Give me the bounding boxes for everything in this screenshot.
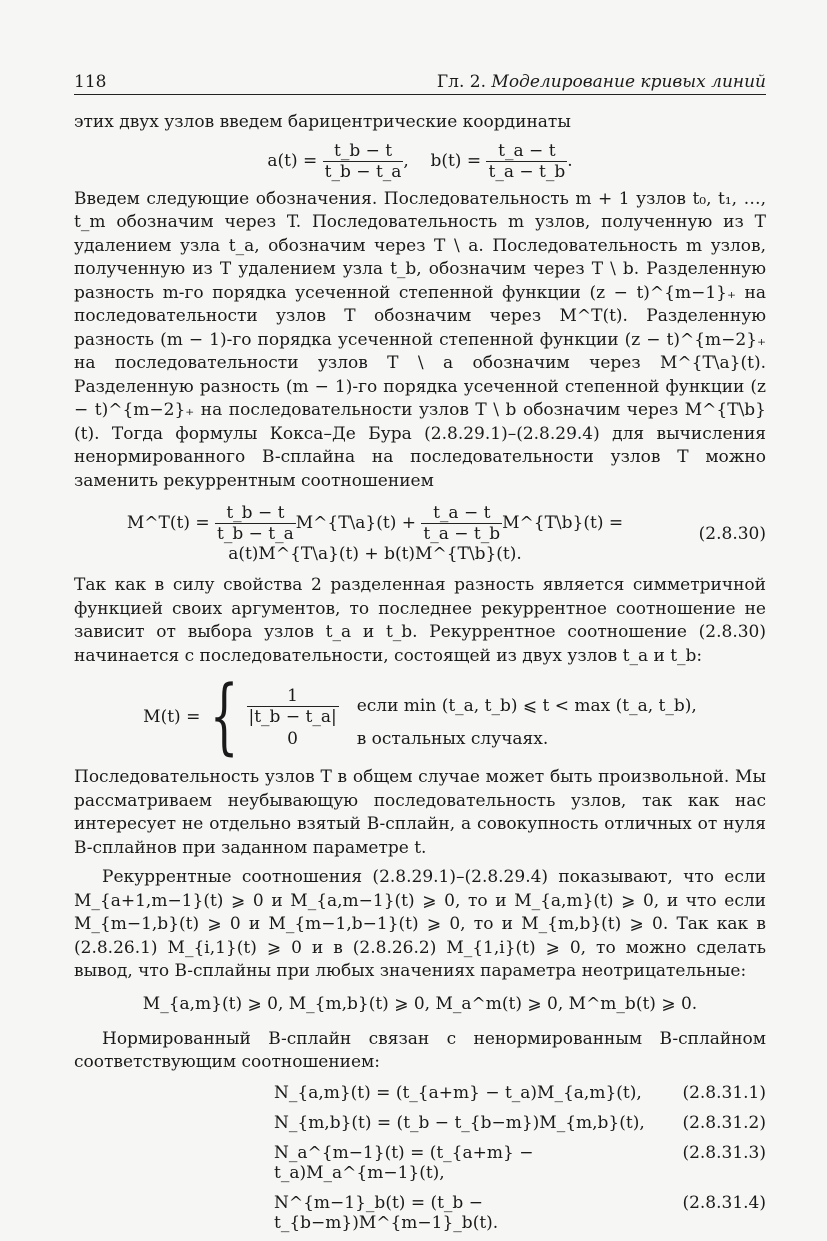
page-number: 118 bbox=[74, 72, 107, 92]
intro-line: этих двух узлов введем барицентрические координаты bbox=[74, 112, 571, 132]
equation-expr: N_a^{m−1}(t) = (t_{a+m} − t_a)M_a^{m−1}(t), bbox=[274, 1142, 534, 1183]
chapter-title: Моделирование кривых линий bbox=[491, 72, 766, 92]
a-lhs: a(t) = bbox=[267, 150, 318, 171]
a-fraction: $\frac{t\_b - t}{t\_b - t\_a}$ bbox=[324, 140, 402, 182]
nonnegativity-equation: M_{a,m}(t) ⩾ 0, M_{m,b}(t) ⩾ 0, M_a^m(t) ⩾ 0, M^m_b(t) ⩾ 0. bbox=[142, 993, 698, 1014]
paragraph-recurrence: Рекуррентные соотношения (2.8.29.1)–(2.8.29.4) показывают, что если M_{a+1,m−1}(t) ⩾ 0 и M_{a,m−1}(t) ⩾ 0, то и M_{a,m}(t) ⩾ 0, и что если M_{m−1,b}(t) ⩾ 0 и M_{m−1,b−1}(t) ⩾ 0, то и M_{m,b}(t) ⩾ 0. Так как в (2.8.26.1) M_{i,1}(t) ⩾ 0 и в (2.8.26.2) M_{1,i}(t) ⩾ 0, то можно сделать вывод, что B-сплайны при любых значениях параметра неотрицательные: bbox=[74, 867, 766, 981]
equation-label: (2.8.31.1) bbox=[682, 1082, 766, 1103]
left-brace: { bbox=[210, 669, 239, 764]
piecewise-definition: M(t) = { $\frac{1}{|t\_b - t\_a|}$ если min (t_a, t_b) ⩽ t < max (t_a, t_b), 0 в остальных случаях. bbox=[143, 669, 697, 764]
normalized-equations bbox=[74, 1083, 766, 1233]
equation-expr: N^{m−1}_b(t) = (t_b − t_{b−m})M^{m−1}_b(t). bbox=[274, 1192, 499, 1233]
paragraph-sequence: Последовательность узлов T в общем случае может быть произвольной. Мы рассматриваем неубывающую последовательность узлов, так как нас интересует не отдельно взятый B-сплайн, а совокупность отличных от нуля B-сплайнов при заданном параметре t. bbox=[74, 767, 766, 858]
equation-expr: N_{a,m}(t) = (t_{a+m} − t_a)M_{a,m}(t), bbox=[274, 1082, 642, 1103]
equation-label: (2.8.30) bbox=[698, 523, 766, 544]
equation-label: (2.8.31.2) bbox=[682, 1112, 766, 1133]
b-lhs: b(t) = bbox=[430, 150, 482, 171]
page-header bbox=[74, 72, 766, 95]
page bbox=[74, 72, 766, 1241]
equation-label: (2.8.31.3) bbox=[682, 1142, 766, 1163]
running-title bbox=[437, 72, 766, 92]
equation-2-8-30: M^T(t) = $\frac{t\_b - t}{t\_b - t\_a}$ M^{T\a}(t) + $\frac{t\_a - t}{t\_a - t\_b}$ M^{T\b}(t) = a(t)M^{T\a}(t) + b(t)M^{T\b}(t). (2.8.30) bbox=[126, 503, 766, 564]
equation-expr: N_{m,b}(t) = (t_b − t_{b−m})M_{m,b}(t), bbox=[274, 1112, 645, 1133]
barycentric-equation: a(t) = $\frac{t\_b - t}{t\_b - t\_a}$ , b(t) = $\frac{t\_a - t}{t\_a - t\_b}$ . bbox=[267, 140, 573, 182]
paragraph-symmetry: Так как в силу свойства 2 разделенная разность является симметричной функцией своих аргументов, то последнее рекуррентное соотношение не зависит от выбора узлов t_a и t_b. Рекуррентное соотношение (2.8.30) начинается с последовательности, состоящей из двух узлов t_a и t_b: bbox=[74, 575, 766, 666]
b-fraction: $\frac{t\_a - t}{t\_a - t\_b}$ bbox=[488, 140, 566, 182]
chapter-number: Гл. 2. bbox=[436, 72, 486, 92]
equation-label: (2.8.31.4) bbox=[682, 1192, 766, 1213]
paragraph-notation: Введем следующие обозначения. Последовательность m + 1 узлов t₀, t₁, …, t_m обозначим через T. Последовательность m узлов, полученную из T удалением узла t_a, обозначим через T \ a. Последовательность m узлов, полученную из T удалением узла t_b, обозначим через T \ b. Разделенную разность m-го порядка усеченной степенной функции (z − t)^{m−1}₊ на последовательности узлов T обозначим через M^T(t). Разделенную разность (m − 1)-го порядка усеченной степенной функции (z − t)^{m−2}₊ на последовательности узлов T \ a обозначим через M^{T\a}(t). Разделенную разность (m − 1)-го порядка усеченной степенной функции (z − t)^{m−2}₊ на последовательности узлов T \ b обозначим через M^{T\b}(t). Тогда формулы Кокса–Де Бура (2.8.29.1)–(2.8.29.4) для вычисления ненормированного B-сплайна на последовательности узлов T можно заменить рекуррентным соотношением bbox=[74, 188, 766, 491]
paragraph-normalized: Нормированный B-сплайн связан с ненормированным B-сплайном соответствующим соотношением: bbox=[74, 1028, 766, 1072]
